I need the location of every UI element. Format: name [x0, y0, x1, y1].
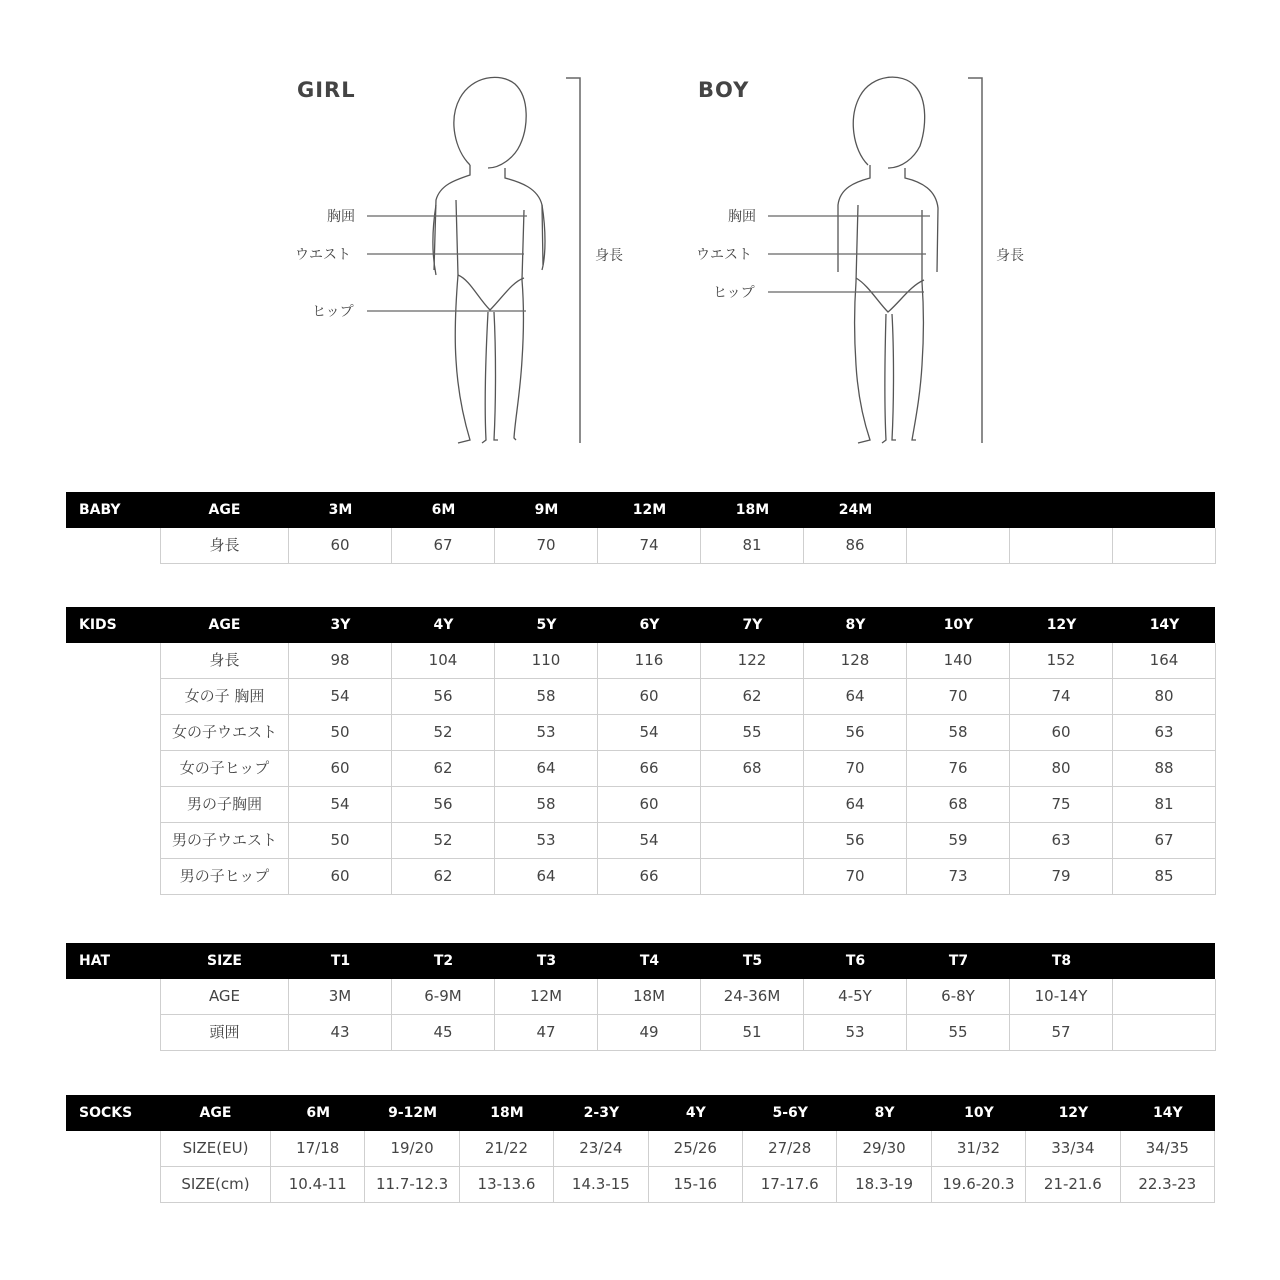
kids-table-cell: 164 [1113, 643, 1216, 679]
socks-table-cell: 18.3-19 [837, 1167, 931, 1203]
hat-table-cell: 45 [392, 1015, 495, 1051]
hat-table-cell: 6-9M [392, 979, 495, 1015]
socks-header-row [66, 1095, 1215, 1131]
baby-header-label: AGE [208, 502, 241, 518]
baby-size-table [66, 492, 1215, 564]
socks-table-cell: 15-16 [649, 1167, 743, 1203]
kids-table-cell: 50 [289, 823, 392, 859]
kids-column-header: 5Y [536, 617, 557, 633]
hat-table-row [66, 979, 1215, 1015]
baby-column-header: 6M [431, 502, 456, 518]
kids-table-cell [701, 823, 804, 859]
hat-column-header: T2 [433, 953, 454, 969]
socks-column-header: 14Y [1152, 1105, 1183, 1121]
hat-column-header: T4 [639, 953, 660, 969]
baby-table-cell: 86 [804, 528, 907, 564]
hat-table-cell: 47 [495, 1015, 598, 1051]
kids-table-row [66, 643, 1215, 679]
kids-table-cell: 52 [392, 715, 495, 751]
kids-table-cell: 80 [1113, 679, 1216, 715]
kids-table-cell: 80 [1010, 751, 1113, 787]
hat-table-cell [1113, 979, 1216, 1015]
boy-title: BOY [698, 78, 750, 102]
baby-column-header: 3M [328, 502, 353, 518]
hat-table-cell: 3M [289, 979, 392, 1015]
baby-table-cell [1113, 528, 1216, 564]
kids-table-cell: 60 [598, 787, 701, 823]
baby-table-row [66, 528, 1215, 564]
kids-table-row [66, 751, 1215, 787]
hat-table-row [66, 1015, 1215, 1051]
socks-table-cell: 21/22 [460, 1131, 554, 1167]
kids-table-cell: 110 [495, 643, 598, 679]
kids-table-cell: 53 [495, 823, 598, 859]
kids-column-header: 7Y [742, 617, 763, 633]
socks-table-cell: 14.3-15 [554, 1167, 648, 1203]
socks-size-table [66, 1095, 1215, 1203]
girl-waist-label: ウエスト [295, 247, 351, 263]
baby-table-cell: 60 [289, 528, 392, 564]
kids-header-row [66, 607, 1215, 643]
socks-column-header: 6M [306, 1105, 331, 1121]
hat-size-table [66, 943, 1215, 1051]
socks-column-header: 8Y [874, 1105, 895, 1121]
socks-table-cell: 25/26 [649, 1131, 743, 1167]
socks-column-header: 2-3Y [583, 1105, 620, 1121]
kids-table-cell: 58 [495, 679, 598, 715]
boy-waist-label: ウエスト [696, 247, 752, 263]
boy-chest-label: 胸囲 [728, 209, 756, 225]
kids-table-cell: 68 [701, 751, 804, 787]
socks-column-header: 5-6Y [772, 1105, 808, 1121]
girl-height-label: 身長 [595, 248, 623, 264]
baby-table-cell: 67 [392, 528, 495, 564]
kids-column-header: 14Y [1149, 617, 1180, 633]
socks-column-header: 12Y [1058, 1105, 1089, 1121]
kids-row-label: 女の子 胸囲 [160, 679, 289, 715]
socks-column-header: 18M [490, 1105, 524, 1121]
kids-row-label: 男の子ヒップ [160, 859, 289, 895]
boy-body-illustration [640, 0, 1280, 470]
socks-table-cell: 11.7-12.3 [365, 1167, 459, 1203]
kids-table-cell: 68 [907, 787, 1010, 823]
kids-table-cell: 122 [701, 643, 804, 679]
baby-row-label: 身長 [160, 528, 289, 564]
baby-column-header: 9M [534, 502, 559, 518]
socks-table-row [66, 1131, 1215, 1167]
kids-table-cell [701, 787, 804, 823]
kids-category-label: KIDS [79, 617, 117, 633]
kids-table-cell: 56 [804, 715, 907, 751]
kids-table-row [66, 679, 1215, 715]
socks-table-cell: 17-17.6 [743, 1167, 837, 1203]
kids-table-cell: 56 [804, 823, 907, 859]
socks-category-label: SOCKS [79, 1105, 133, 1121]
socks-table-cell: 21-21.6 [1026, 1167, 1120, 1203]
socks-table-cell: 10.4-11 [271, 1167, 365, 1203]
kids-table-cell: 54 [289, 787, 392, 823]
girl-figure-diagram [0, 0, 640, 470]
kids-table-cell: 81 [1113, 787, 1216, 823]
kids-table-row [66, 715, 1215, 751]
socks-table-cell: 27/28 [743, 1131, 837, 1167]
socks-table-row [66, 1167, 1215, 1203]
kids-table-cell: 58 [907, 715, 1010, 751]
socks-column-header: 9-12M [388, 1105, 438, 1121]
baby-column-header: 18M [735, 502, 770, 518]
socks-table-cell: 34/35 [1121, 1131, 1215, 1167]
hat-table-cell: 18M [598, 979, 701, 1015]
hat-header-row [66, 943, 1215, 979]
kids-column-header: 3Y [330, 617, 351, 633]
kids-row-label: 女の子ヒップ [160, 751, 289, 787]
hat-table-cell: 4-5Y [804, 979, 907, 1015]
baby-column-header: 12M [632, 502, 667, 518]
baby-table-cell [1010, 528, 1113, 564]
socks-row-label: SIZE(cm) [160, 1167, 271, 1203]
kids-table-cell: 128 [804, 643, 907, 679]
kids-table-cell: 66 [598, 859, 701, 895]
kids-table-cell: 79 [1010, 859, 1113, 895]
kids-table-cell: 50 [289, 715, 392, 751]
kids-header-label: AGE [208, 617, 241, 633]
kids-table-cell: 60 [289, 859, 392, 895]
socks-table-cell: 33/34 [1026, 1131, 1120, 1167]
hat-table-cell: 57 [1010, 1015, 1113, 1051]
girl-title: GIRL [297, 78, 356, 102]
kids-column-header: 4Y [433, 617, 454, 633]
kids-table-row [66, 823, 1215, 859]
baby-table-cell: 74 [598, 528, 701, 564]
kids-table-cell: 60 [289, 751, 392, 787]
kids-column-header: 8Y [845, 617, 866, 633]
kids-table-cell: 140 [907, 643, 1010, 679]
hat-table-cell: 43 [289, 1015, 392, 1051]
kids-table-cell: 55 [701, 715, 804, 751]
baby-table-cell [907, 528, 1010, 564]
hat-category-label: HAT [79, 953, 111, 969]
socks-table-cell: 31/32 [932, 1131, 1026, 1167]
kids-row-label: 女の子ウエスト [160, 715, 289, 751]
hat-column-header: T1 [330, 953, 351, 969]
kids-table-cell: 58 [495, 787, 598, 823]
kids-table-cell: 60 [598, 679, 701, 715]
hat-header-label: SIZE [206, 953, 242, 969]
hat-column-header: T6 [845, 953, 866, 969]
hat-column-header: T7 [948, 953, 969, 969]
kids-table-cell: 53 [495, 715, 598, 751]
kids-table-cell: 59 [907, 823, 1010, 859]
kids-table-cell: 54 [289, 679, 392, 715]
socks-table-cell: 19/20 [365, 1131, 459, 1167]
kids-table-cell: 62 [701, 679, 804, 715]
kids-table-cell: 64 [495, 751, 598, 787]
kids-table-cell: 66 [598, 751, 701, 787]
kids-table-cell: 70 [804, 751, 907, 787]
boy-hip-label: ヒップ [713, 285, 755, 301]
boy-figure-diagram [640, 0, 1280, 470]
hat-table-cell: 12M [495, 979, 598, 1015]
kids-table-cell: 63 [1010, 823, 1113, 859]
kids-column-header: 10Y [943, 617, 974, 633]
kids-table-cell: 64 [804, 787, 907, 823]
kids-table-cell: 60 [1010, 715, 1113, 751]
hat-row-label: AGE [160, 979, 289, 1015]
socks-table-cell: 19.6-20.3 [932, 1167, 1026, 1203]
hat-table-cell [1113, 1015, 1216, 1051]
kids-table-row [66, 859, 1215, 895]
baby-table-cell: 81 [701, 528, 804, 564]
socks-table-cell: 29/30 [837, 1131, 931, 1167]
kids-table-cell: 64 [495, 859, 598, 895]
girl-hip-label: ヒップ [312, 304, 354, 320]
kids-table-cell: 70 [907, 679, 1010, 715]
baby-column-header: 24M [838, 502, 873, 518]
hat-column-header: T8 [1051, 953, 1072, 969]
kids-table-cell: 98 [289, 643, 392, 679]
socks-table-cell: 17/18 [271, 1131, 365, 1167]
kids-table-cell: 116 [598, 643, 701, 679]
socks-column-header: 4Y [685, 1105, 706, 1121]
kids-table-cell: 52 [392, 823, 495, 859]
hat-table-cell: 55 [907, 1015, 1010, 1051]
hat-table-cell: 49 [598, 1015, 701, 1051]
kids-table-cell: 56 [392, 787, 495, 823]
hat-table-cell: 6-8Y [907, 979, 1010, 1015]
kids-table-cell: 75 [1010, 787, 1113, 823]
socks-header-label: AGE [199, 1105, 232, 1121]
kids-table-cell: 56 [392, 679, 495, 715]
kids-table-cell: 62 [392, 859, 495, 895]
baby-header-row [66, 492, 1215, 528]
boy-height-label: 身長 [996, 248, 1024, 264]
baby-category-label: BABY [79, 502, 121, 518]
kids-table-cell: 62 [392, 751, 495, 787]
kids-table-cell: 54 [598, 715, 701, 751]
kids-table-cell [701, 859, 804, 895]
hat-column-header: T5 [742, 953, 763, 969]
hat-table-cell: 53 [804, 1015, 907, 1051]
kids-table-cell: 54 [598, 823, 701, 859]
kids-row-label: 身長 [160, 643, 289, 679]
kids-table-cell: 104 [392, 643, 495, 679]
socks-row-label: SIZE(EU) [160, 1131, 271, 1167]
kids-row-label: 男の子胸囲 [160, 787, 289, 823]
kids-table-cell: 63 [1113, 715, 1216, 751]
kids-column-header: 6Y [639, 617, 660, 633]
kids-table-cell: 67 [1113, 823, 1216, 859]
kids-row-label: 男の子ウエスト [160, 823, 289, 859]
socks-column-header: 10Y [964, 1105, 994, 1121]
kids-table-cell: 73 [907, 859, 1010, 895]
hat-table-cell: 51 [701, 1015, 804, 1051]
kids-table-cell: 76 [907, 751, 1010, 787]
hat-table-cell: 10-14Y [1010, 979, 1113, 1015]
hat-table-cell: 24-36M [701, 979, 804, 1015]
socks-table-cell: 22.3-23 [1121, 1167, 1215, 1203]
kids-table-cell: 64 [804, 679, 907, 715]
kids-table-cell: 152 [1010, 643, 1113, 679]
baby-table-cell: 70 [495, 528, 598, 564]
kids-table-cell: 85 [1113, 859, 1216, 895]
kids-table-cell: 88 [1113, 751, 1216, 787]
girl-chest-label: 胸囲 [327, 209, 355, 225]
socks-table-cell: 23/24 [554, 1131, 648, 1167]
kids-table-cell: 70 [804, 859, 907, 895]
hat-row-label: 頭囲 [160, 1015, 289, 1051]
kids-table-cell: 74 [1010, 679, 1113, 715]
socks-table-cell: 13-13.6 [460, 1167, 554, 1203]
kids-size-table [66, 607, 1215, 895]
hat-column-header: T3 [536, 953, 557, 969]
kids-table-row [66, 787, 1215, 823]
kids-column-header: 12Y [1046, 617, 1077, 633]
girl-body-illustration [0, 0, 640, 470]
